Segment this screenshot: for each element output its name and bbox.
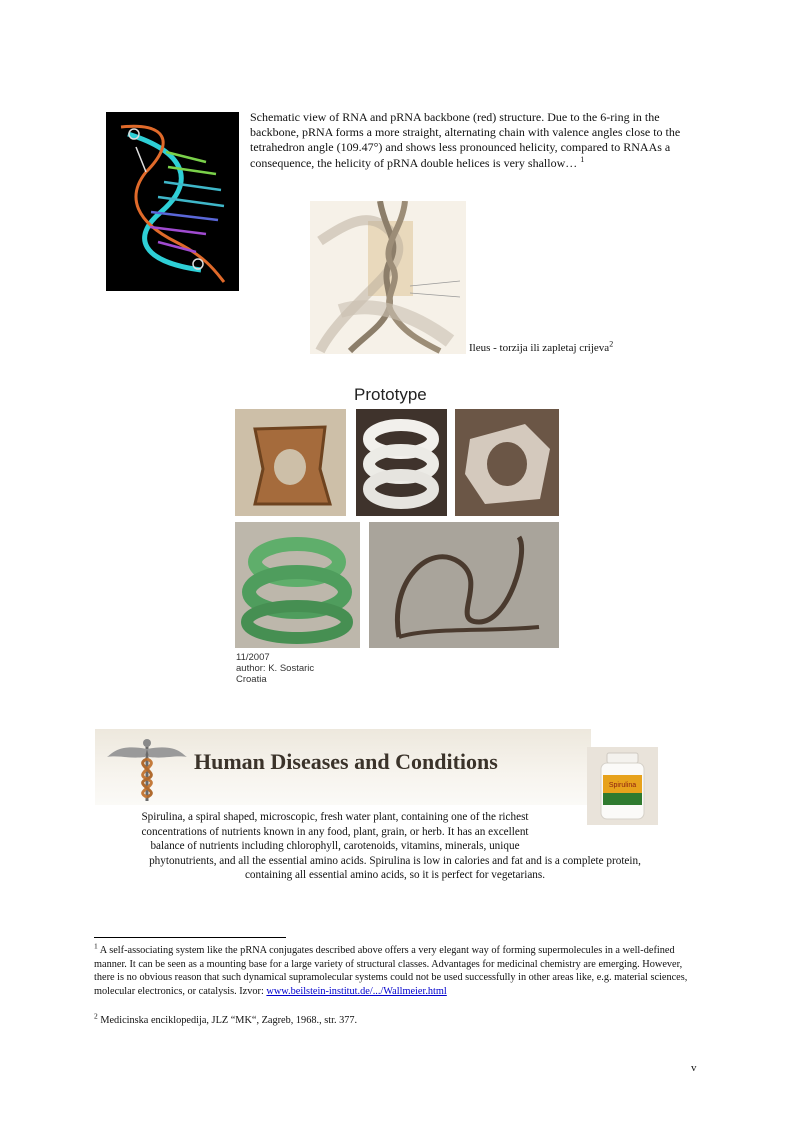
prototype-credit-date: 11/2007 [236, 652, 270, 663]
prototype-credit [236, 652, 314, 685]
spirulina-line-4: phytonutrients, and all the essential amino acids. Spirulina is low in calories and fat and is a complete protein, [149, 854, 641, 867]
rna-caption-text: Schematic view of RNA and pRNA backbone (red) structure. Due to the 6-ring in the backbone, pRNA forms a more straight, alternating chain with valence angles close to the tetrahedron angle (109.47°) and shows less pronounced helicity, compared to RNAAs a consequence, the helicity of pRNA double helices is very shallow… [250, 110, 681, 170]
spirulina-line-5: containing all essential amino acids, so it is perfect for vegetarians. [244, 869, 546, 882]
bottle-label-text: Spirulina [608, 782, 637, 789]
spirulina-line-1: Spirulina, a spiral shaped, microscopic, fresh water plant, containing one of the richest [141, 811, 529, 823]
spirulina-paragraph [95, 810, 695, 883]
spirulina-line-2: concentrations of nutrients known in any food, plant, grain, or herb. It has an excellent [141, 825, 529, 838]
prototype-credit-country: Croatia [236, 674, 267, 685]
ileus-image [310, 201, 466, 354]
footnote-2-text: Medicinska enciklopedija, JLZ “MK“, Zagreb, 1968., str. 377. [100, 1015, 358, 1026]
prototype-credit-author: author: K. Sostaric [236, 663, 315, 674]
footnote-1-link[interactable]: www.beilstein-institut.de/.../Wallmeier.html [266, 985, 447, 997]
prototype-title: Prototype [354, 385, 427, 404]
footnote-separator [94, 937, 286, 938]
footnote-1-number: 1 [94, 941, 98, 951]
banner-title: Human Diseases and Conditions [194, 749, 498, 774]
prototype-glass-ring-photo [455, 409, 559, 516]
rna-helix-illustration [106, 112, 239, 291]
ileus-caption-text: Ileus - torzija ili zapletaj crijeva [469, 342, 610, 354]
rna-footnote-ref[interactable]: 1 [580, 154, 585, 164]
prototype-white-coil-photo [356, 409, 447, 516]
rna-helix-image [106, 112, 239, 291]
page-number: v [691, 1062, 697, 1074]
ileus-caption [469, 339, 614, 354]
rna-caption [250, 110, 700, 171]
footnote-1-text: A self-associating system like the pRNA conjugates described above offers a very elegant way of forming supermolecules in a well-defined manner. It can be seen as a mounting base for a large variety of structural classes. Advantages for medicinal chemistry are emerging. However, there is no obvious reason that such dynamical supramolecular systems could not be used successfully in other areas like, e.g. material sciences, molecular electronics, or catalysis. Izvor: [94, 945, 688, 997]
footnote-1 [94, 941, 702, 998]
spirulina-line-3: balance of nutrients including chlorophyll, carotenoids, vitamins, minerals, unique [150, 840, 520, 853]
footnote-2-number: 2 [94, 1011, 98, 1021]
ileus-sketch [310, 201, 466, 354]
prototype-wire-loop-photo [369, 522, 559, 648]
prototype-green-spiral-photo [235, 522, 360, 648]
prototype-wooden-knot-photo [235, 409, 346, 516]
footnote-2 [94, 1011, 702, 1028]
ileus-footnote-ref[interactable]: 2 [609, 339, 614, 349]
caduceus-icon [107, 735, 187, 805]
